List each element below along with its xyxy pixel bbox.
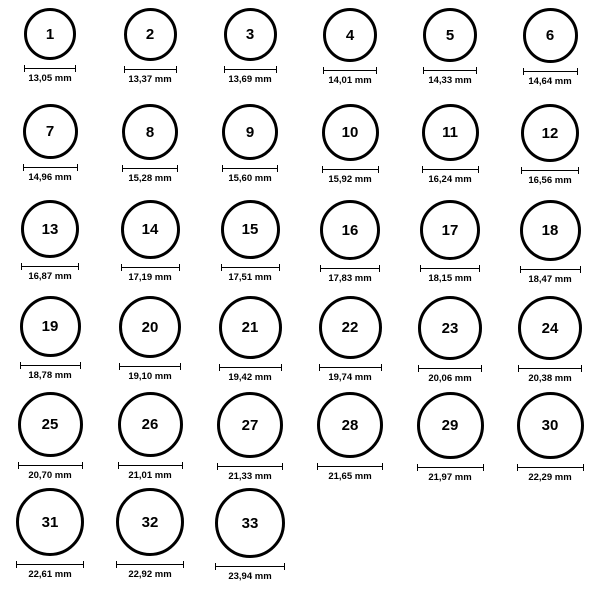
ring-size-label: 7	[45, 123, 55, 140]
ring-size-cell	[200, 488, 300, 584]
measure-bar	[418, 365, 482, 372]
ring-size-label: 2	[145, 26, 155, 43]
measure-bar	[319, 364, 382, 371]
measure-bar	[521, 167, 579, 174]
ring-diameter-label: 18,78 mm	[28, 370, 72, 381]
ring-size-cell	[200, 296, 300, 392]
ring-size-label: 10	[341, 124, 359, 141]
ring-size-label: 5	[445, 26, 455, 44]
ring-size-label: 3	[245, 26, 255, 43]
ring-diameter-label: 21,33 mm	[228, 471, 272, 482]
ring-size-grid	[0, 8, 600, 584]
measure-caliper-icon	[423, 66, 477, 74]
ring-size-label: 16	[341, 221, 359, 239]
measure-caliper-icon	[20, 361, 81, 369]
ring-diameter-label: 14,33 mm	[428, 75, 472, 86]
ring-circle	[423, 8, 477, 62]
ring-size-label: 8	[145, 123, 155, 141]
ring-size-label: 4	[345, 26, 355, 44]
ring-diameter-label: 18,47 mm	[528, 274, 572, 285]
measure-bar	[517, 464, 584, 471]
measure-caliper-icon	[221, 263, 280, 271]
measure-caliper-icon	[224, 65, 277, 73]
ring-size-cell	[100, 8, 200, 104]
ring-size-cell	[400, 200, 500, 296]
ring-diameter-label: 15,60 mm	[228, 173, 272, 184]
ring-diameter-label: 19,42 mm	[228, 372, 272, 383]
ring-diameter-label: 19,10 mm	[128, 371, 172, 382]
measure-caliper-icon	[521, 166, 579, 174]
measure-bar	[116, 561, 184, 568]
measure-bar	[520, 266, 581, 273]
measure-bar	[420, 265, 480, 272]
ring-diameter-label: 15,28 mm	[128, 173, 172, 184]
ring-diameter-label: 21,65 mm	[328, 471, 372, 482]
ring-diameter-label: 14,64 mm	[528, 76, 572, 87]
ring-circle	[521, 104, 579, 162]
measure-bar	[23, 164, 78, 171]
ring-size-cell	[300, 104, 400, 200]
measure-bar	[21, 263, 79, 270]
ring-size-label: 26	[141, 416, 159, 433]
ring-size-cell	[100, 392, 200, 488]
ring-size-label: 29	[441, 417, 459, 434]
ring-size-cell	[300, 392, 400, 488]
ring-circle	[224, 8, 277, 61]
measure-bar	[215, 563, 285, 570]
measure-caliper-icon	[418, 364, 482, 372]
ring-diameter-label: 21,01 mm	[128, 470, 172, 481]
ring-size-cell	[500, 392, 600, 488]
measure-caliper-icon	[23, 163, 78, 171]
measure-caliper-icon	[222, 164, 278, 172]
ring-diameter-label: 22,61 mm	[28, 569, 72, 580]
ring-size-cell	[200, 8, 300, 104]
measure-caliper-icon	[323, 66, 377, 74]
ring-circle	[418, 296, 482, 360]
ring-size-cell	[500, 8, 600, 104]
ring-circle	[215, 488, 285, 558]
ring-size-cell	[400, 8, 500, 104]
ring-circle	[23, 104, 78, 159]
ring-size-cell	[100, 200, 200, 296]
ring-size-label: 23	[441, 319, 459, 337]
ring-diameter-label: 22,29 mm	[528, 472, 572, 483]
ring-size-label: 22	[341, 319, 359, 336]
measure-bar	[320, 265, 380, 272]
measure-caliper-icon	[16, 560, 84, 568]
ring-circle	[319, 296, 382, 359]
ring-circle	[417, 392, 484, 459]
ring-size-cell	[400, 104, 500, 200]
measure-bar	[417, 464, 484, 471]
ring-circle	[323, 8, 377, 62]
ring-size-label: 19	[41, 318, 59, 335]
ring-size-cell	[300, 296, 400, 392]
ring-size-cell	[0, 488, 100, 584]
ring-circle	[222, 104, 278, 160]
measure-caliper-icon	[215, 562, 285, 570]
measure-bar	[217, 463, 283, 470]
ring-circle	[116, 488, 184, 556]
ring-size-label: 25	[41, 416, 59, 433]
ring-size-cell	[0, 104, 100, 200]
ring-size-cell	[400, 392, 500, 488]
ring-diameter-label: 14,96 mm	[28, 172, 72, 183]
ring-circle	[217, 392, 283, 458]
ring-circle	[221, 200, 280, 259]
measure-bar	[18, 462, 83, 469]
measure-caliper-icon	[219, 363, 282, 371]
ring-diameter-label: 16,24 mm	[428, 174, 472, 185]
ring-circle	[320, 200, 380, 260]
measure-bar	[221, 264, 280, 271]
ring-size-cell	[100, 488, 200, 584]
ring-size-cell	[200, 392, 300, 488]
ring-diameter-label: 21,97 mm	[428, 472, 472, 483]
measure-caliper-icon	[116, 560, 184, 568]
ring-diameter-label: 22,92 mm	[128, 569, 172, 580]
measure-caliper-icon	[422, 165, 479, 173]
measure-caliper-icon	[320, 264, 380, 272]
measure-bar	[422, 166, 479, 173]
measure-caliper-icon	[118, 461, 183, 469]
ring-circle	[122, 104, 178, 160]
measure-caliper-icon	[322, 165, 379, 173]
ring-size-cell	[400, 296, 500, 392]
ring-size-label: 21	[241, 319, 259, 336]
ring-circle	[517, 392, 584, 459]
ring-circle	[322, 104, 379, 161]
measure-bar	[20, 362, 81, 369]
ring-size-cell	[500, 200, 600, 296]
measure-caliper-icon	[523, 67, 578, 75]
measure-caliper-icon	[518, 364, 582, 372]
ring-diameter-label: 20,38 mm	[528, 373, 572, 384]
measure-bar	[323, 67, 377, 74]
ring-circle	[124, 8, 177, 61]
measure-caliper-icon	[319, 363, 382, 371]
ring-diameter-label: 19,74 mm	[328, 372, 372, 383]
ring-size-cell	[200, 200, 300, 296]
ring-circle	[119, 296, 181, 358]
measure-bar	[523, 68, 578, 75]
ring-circle	[420, 200, 480, 260]
measure-bar	[121, 264, 180, 271]
measure-bar	[423, 67, 477, 74]
ring-size-label: 28	[341, 416, 359, 434]
ring-diameter-label: 18,15 mm	[428, 273, 472, 284]
ring-circle	[518, 296, 582, 360]
ring-diameter-label: 17,51 mm	[228, 272, 272, 283]
ring-size-cell	[100, 296, 200, 392]
measure-bar	[322, 166, 379, 173]
ring-size-label: 30	[541, 417, 559, 434]
measure-bar	[222, 165, 278, 172]
ring-size-cell	[0, 200, 100, 296]
ring-diameter-label: 20,06 mm	[428, 373, 472, 384]
ring-size-cell	[500, 104, 600, 200]
ring-size-label: 12	[541, 124, 559, 142]
ring-diameter-label: 17,19 mm	[128, 272, 172, 283]
measure-bar	[518, 365, 582, 372]
ring-diameter-label: 14,01 mm	[328, 75, 372, 86]
ring-size-cell	[300, 8, 400, 104]
measure-caliper-icon	[122, 164, 178, 172]
ring-size-label: 11	[442, 124, 458, 141]
ring-size-label: 31	[41, 513, 59, 531]
ring-diameter-label: 13,69 mm	[228, 74, 272, 85]
measure-caliper-icon	[21, 262, 79, 270]
ring-size-label: 17	[441, 221, 459, 239]
measure-bar	[124, 66, 177, 73]
ring-size-label: 27	[241, 416, 259, 434]
measure-caliper-icon	[121, 263, 180, 271]
ring-diameter-label: 16,56 mm	[528, 175, 572, 186]
ring-diameter-label: 20,70 mm	[28, 470, 72, 481]
ring-circle	[317, 392, 383, 458]
ring-size-cell	[500, 296, 600, 392]
ring-diameter-label: 15,92 mm	[328, 174, 372, 185]
ring-size-label: 24	[541, 319, 559, 337]
ring-size-cell	[100, 104, 200, 200]
measure-caliper-icon	[520, 265, 581, 273]
ring-diameter-label: 13,05 mm	[28, 73, 72, 84]
measure-caliper-icon	[417, 463, 484, 471]
ring-size-label: 13	[41, 220, 59, 238]
ring-diameter-label: 13,37 mm	[128, 74, 172, 85]
ring-size-label: 6	[545, 27, 555, 44]
measure-bar	[118, 462, 183, 469]
ring-size-label: 15	[241, 221, 259, 238]
ring-size-label: 20	[141, 318, 159, 336]
measure-caliper-icon	[24, 64, 76, 72]
ring-circle	[422, 104, 479, 161]
measure-bar	[16, 561, 84, 568]
measure-caliper-icon	[217, 462, 283, 470]
ring-size-label: 33	[241, 514, 259, 532]
ring-size-label: 32	[141, 513, 159, 531]
measure-bar	[119, 363, 181, 370]
ring-circle	[121, 200, 180, 259]
ring-diameter-label: 17,83 mm	[328, 273, 372, 284]
ring-circle	[118, 392, 183, 457]
measure-bar	[219, 364, 282, 371]
ring-circle	[21, 200, 79, 258]
ring-circle	[219, 296, 282, 359]
measure-caliper-icon	[517, 463, 584, 471]
measure-caliper-icon	[119, 362, 181, 370]
ring-diameter-label: 16,87 mm	[28, 271, 72, 282]
ring-size-label: 1	[45, 25, 55, 43]
ring-circle	[520, 200, 581, 261]
measure-caliper-icon	[18, 461, 83, 469]
measure-bar	[224, 66, 277, 73]
ring-size-cell	[0, 296, 100, 392]
ring-size-label: 18	[541, 222, 559, 239]
ring-circle	[20, 296, 81, 357]
ring-circle	[523, 8, 578, 63]
ring-diameter-label: 23,94 mm	[228, 571, 272, 582]
ring-size-cell	[0, 8, 100, 104]
ring-size-cell	[300, 200, 400, 296]
ring-size-label: 9	[245, 123, 255, 141]
measure-bar	[122, 165, 178, 172]
measure-caliper-icon	[420, 264, 480, 272]
measure-caliper-icon	[317, 462, 383, 470]
ring-size-cell	[200, 104, 300, 200]
ring-size-label: 14	[141, 221, 159, 238]
ring-size-cell	[0, 392, 100, 488]
ring-circle	[16, 488, 84, 556]
measure-bar	[317, 463, 383, 470]
measure-caliper-icon	[124, 65, 177, 73]
ring-circle	[18, 392, 83, 457]
ring-circle	[24, 8, 76, 60]
measure-bar	[24, 65, 76, 72]
